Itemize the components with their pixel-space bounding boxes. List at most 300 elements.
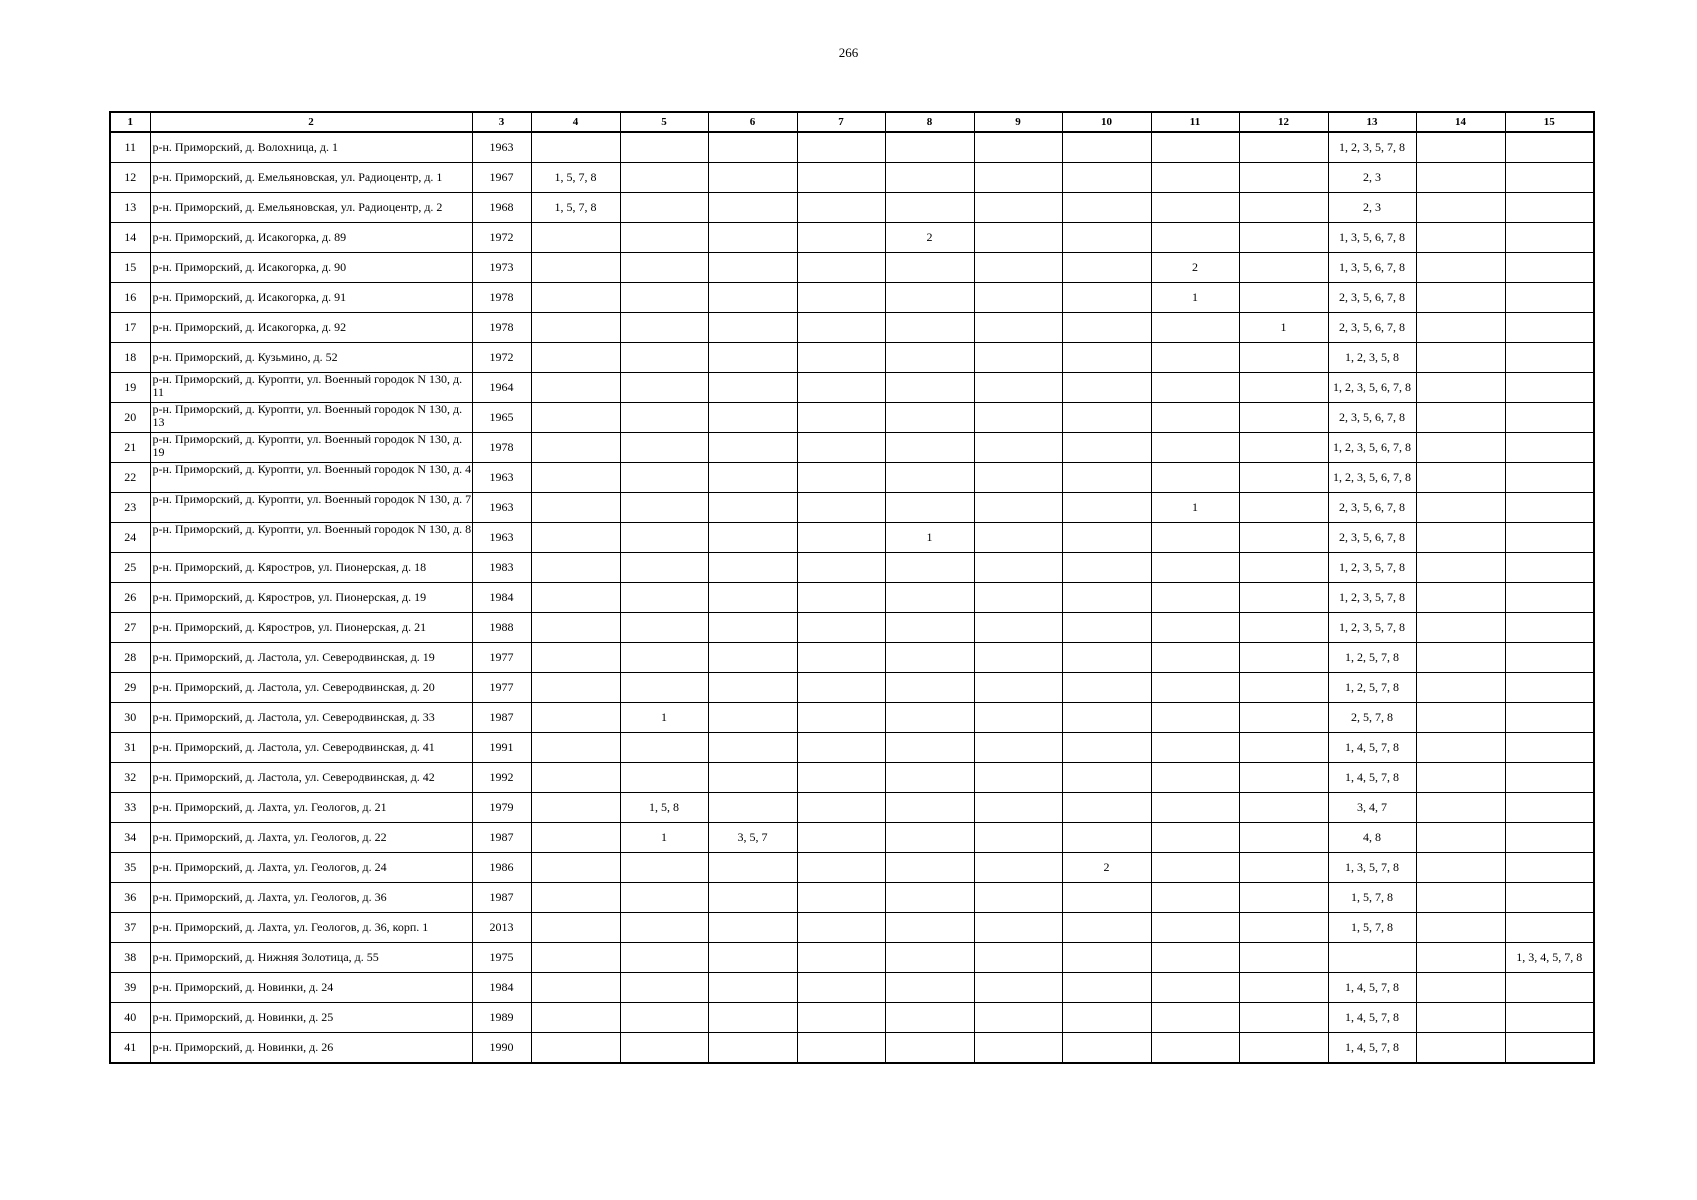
table-row <box>110 132 1594 163</box>
table-cell-col-8 <box>885 973 974 1003</box>
year-cell: 1963 <box>472 493 531 523</box>
table-cell-col-7 <box>797 283 885 313</box>
table-cell-col-9 <box>974 703 1062 733</box>
year-cell: 1964 <box>472 373 531 403</box>
table-cell-col-14 <box>1416 853 1505 883</box>
table-cell-col-4 <box>531 433 620 463</box>
address-cell: р-н. Приморский, д. Кяростров, ул. Пионерская, д. 19 <box>150 583 472 613</box>
table-cell-col-7 <box>797 253 885 283</box>
table-cell-col-9 <box>974 1003 1062 1033</box>
table-cell-col-14 <box>1416 613 1505 643</box>
table-cell-col-5 <box>620 403 708 433</box>
year-cell: 1973 <box>472 253 531 283</box>
table-cell-col-8 <box>885 1033 974 1064</box>
table-cell-col-7 <box>797 733 885 763</box>
table-cell-col-12 <box>1239 763 1328 793</box>
year-cell: 1984 <box>472 583 531 613</box>
table-cell-col-11 <box>1151 913 1239 943</box>
table-cell-col-6 <box>708 793 797 823</box>
table-cell-col-15 <box>1505 793 1594 823</box>
table-cell-col-8 <box>885 373 974 403</box>
table-cell-col-6 <box>708 1003 797 1033</box>
table-cell-col-5 <box>620 493 708 523</box>
table-cell-col-14 <box>1416 132 1505 163</box>
table-cell-col-13: 1, 5, 7, 8 <box>1328 883 1416 913</box>
table-row <box>110 973 1594 1003</box>
address-cell: р-н. Приморский, д. Новинки, д. 25 <box>150 1003 472 1033</box>
table-cell-col-9 <box>974 193 1062 223</box>
table-cell-col-15 <box>1505 583 1594 613</box>
column-header-10: 10 <box>1062 112 1151 132</box>
table-cell-col-15 <box>1505 703 1594 733</box>
year-cell: 2013 <box>472 913 531 943</box>
table-cell-col-6 <box>708 1033 797 1064</box>
table-cell-col-6 <box>708 553 797 583</box>
table-cell-col-6 <box>708 763 797 793</box>
table-row <box>110 343 1594 373</box>
table-cell-col-8 <box>885 763 974 793</box>
table-cell-col-5 <box>620 433 708 463</box>
row-number-cell: 33 <box>110 793 150 823</box>
table-cell-col-6 <box>708 733 797 763</box>
table-cell-col-13: 2, 3, 5, 6, 7, 8 <box>1328 523 1416 553</box>
table-cell-col-14 <box>1416 373 1505 403</box>
table-cell-col-5 <box>620 223 708 253</box>
table-cell-col-4 <box>531 493 620 523</box>
column-header-7: 7 <box>797 112 885 132</box>
row-number-cell: 23 <box>110 493 150 523</box>
table-cell-col-15 <box>1505 613 1594 643</box>
row-number-cell: 40 <box>110 1003 150 1033</box>
table-cell-col-6 <box>708 163 797 193</box>
table-cell-col-7 <box>797 613 885 643</box>
table-cell-col-9 <box>974 553 1062 583</box>
table-row <box>110 793 1594 823</box>
column-header-3: 3 <box>472 112 531 132</box>
table-cell-col-9 <box>974 463 1062 493</box>
row-number-cell: 19 <box>110 373 150 403</box>
table-cell-col-8 <box>885 853 974 883</box>
table-cell-col-12 <box>1239 343 1328 373</box>
table-cell-col-6 <box>708 193 797 223</box>
table-cell-col-7 <box>797 132 885 163</box>
table-cell-col-6 <box>708 853 797 883</box>
table-cell-col-15: 1, 3, 4, 5, 7, 8 <box>1505 943 1594 973</box>
table-cell-col-7 <box>797 943 885 973</box>
table-cell-col-9 <box>974 673 1062 703</box>
year-cell: 1991 <box>472 733 531 763</box>
address-cell: р-н. Приморский, д. Кяростров, ул. Пионерская, д. 18 <box>150 553 472 583</box>
table-cell-col-12 <box>1239 373 1328 403</box>
table-cell-col-9 <box>974 943 1062 973</box>
table-cell-col-15 <box>1505 1003 1594 1033</box>
table-cell-col-6 <box>708 673 797 703</box>
table-cell-col-10 <box>1062 883 1151 913</box>
table-cell-col-5: 1, 5, 8 <box>620 793 708 823</box>
year-cell: 1983 <box>472 553 531 583</box>
table-cell-col-14 <box>1416 673 1505 703</box>
table-cell-col-5 <box>620 763 708 793</box>
table-cell-col-15 <box>1505 883 1594 913</box>
table-cell-col-5 <box>620 1003 708 1033</box>
table-cell-col-12 <box>1239 973 1328 1003</box>
table-cell-col-9 <box>974 373 1062 403</box>
table-cell-col-5: 1 <box>620 823 708 853</box>
address-cell: р-н. Приморский, д. Емельяновская, ул. Радиоцентр, д. 1 <box>150 163 472 193</box>
table-cell-col-15 <box>1505 343 1594 373</box>
table-cell-col-13: 1, 2, 3, 5, 8 <box>1328 343 1416 373</box>
table-cell-col-11 <box>1151 643 1239 673</box>
year-cell: 1965 <box>472 403 531 433</box>
table-cell-col-4 <box>531 883 620 913</box>
row-number-cell: 39 <box>110 973 150 1003</box>
table-cell-col-5 <box>620 343 708 373</box>
table-cell-col-15 <box>1505 223 1594 253</box>
table-cell-col-14 <box>1416 553 1505 583</box>
table-cell-col-12 <box>1239 403 1328 433</box>
year-cell: 1987 <box>472 883 531 913</box>
table-cell-col-14 <box>1416 703 1505 733</box>
table-cell-col-10 <box>1062 553 1151 583</box>
table-cell-col-11 <box>1151 553 1239 583</box>
table-cell-col-13: 1, 2, 5, 7, 8 <box>1328 673 1416 703</box>
table-row <box>110 853 1594 883</box>
table-cell-col-11: 1 <box>1151 493 1239 523</box>
row-number-cell: 34 <box>110 823 150 853</box>
table-cell-col-8 <box>885 793 974 823</box>
table-cell-col-7 <box>797 433 885 463</box>
table-row <box>110 223 1594 253</box>
table-row <box>110 673 1594 703</box>
table-cell-col-12 <box>1239 1003 1328 1033</box>
table-row <box>110 703 1594 733</box>
table-cell-col-13: 1, 2, 3, 5, 7, 8 <box>1328 553 1416 583</box>
table-cell-col-9 <box>974 853 1062 883</box>
row-number-cell: 32 <box>110 763 150 793</box>
table-cell-col-15 <box>1505 283 1594 313</box>
table-cell-col-13: 1, 2, 3, 5, 7, 8 <box>1328 583 1416 613</box>
table-cell-col-7 <box>797 313 885 343</box>
table-cell-col-7 <box>797 1003 885 1033</box>
table-cell-col-13 <box>1328 943 1416 973</box>
table-cell-col-9 <box>974 163 1062 193</box>
column-header-12: 12 <box>1239 112 1328 132</box>
table-row <box>110 283 1594 313</box>
table-cell-col-14 <box>1416 943 1505 973</box>
table-row <box>110 943 1594 973</box>
table-cell-col-13: 2, 3, 5, 6, 7, 8 <box>1328 493 1416 523</box>
table-cell-col-10 <box>1062 163 1151 193</box>
table-cell-col-5 <box>620 883 708 913</box>
table-cell-col-15 <box>1505 313 1594 343</box>
table-cell-col-10 <box>1062 523 1151 553</box>
table-cell-col-4 <box>531 313 620 343</box>
row-number-cell: 35 <box>110 853 150 883</box>
table-cell-col-14 <box>1416 643 1505 673</box>
row-number-cell: 15 <box>110 253 150 283</box>
table-cell-col-10 <box>1062 613 1151 643</box>
table-cell-col-4 <box>531 973 620 1003</box>
table-cell-col-14 <box>1416 283 1505 313</box>
table-cell-col-14 <box>1416 913 1505 943</box>
address-cell: р-н. Приморский, д. Новинки, д. 24 <box>150 973 472 1003</box>
year-cell: 1963 <box>472 132 531 163</box>
table-cell-col-9 <box>974 313 1062 343</box>
table-cell-col-7 <box>797 373 885 403</box>
year-cell: 1978 <box>472 313 531 343</box>
address-cell: р-н. Приморский, д. Исакогорка, д. 90 <box>150 253 472 283</box>
table-cell-col-12 <box>1239 132 1328 163</box>
table-cell-col-10 <box>1062 283 1151 313</box>
table-cell-col-13: 1, 4, 5, 7, 8 <box>1328 733 1416 763</box>
table-cell-col-6 <box>708 373 797 403</box>
table-cell-col-11 <box>1151 973 1239 1003</box>
page-number: 266 <box>838 45 859 60</box>
table-cell-col-7 <box>797 643 885 673</box>
table-cell-col-13: 3, 4, 7 <box>1328 793 1416 823</box>
table-cell-col-11 <box>1151 943 1239 973</box>
table-cell-col-8 <box>885 253 974 283</box>
table-row <box>110 613 1594 643</box>
table-cell-col-8 <box>885 883 974 913</box>
table-cell-col-10 <box>1062 583 1151 613</box>
table-cell-col-7 <box>797 463 885 493</box>
table-cell-col-10 <box>1062 253 1151 283</box>
table-cell-col-13: 1, 2, 3, 5, 6, 7, 8 <box>1328 463 1416 493</box>
table-cell-col-8 <box>885 733 974 763</box>
table-cell-col-15 <box>1505 673 1594 703</box>
table-cell-col-10 <box>1062 373 1151 403</box>
address-cell: р-н. Приморский, д. Лахта, ул. Геологов, д. 36 <box>150 883 472 913</box>
table-cell-col-7 <box>797 343 885 373</box>
row-number-cell: 18 <box>110 343 150 373</box>
row-number-cell: 21 <box>110 433 150 463</box>
table-cell-col-15 <box>1505 973 1594 1003</box>
table-cell-col-11 <box>1151 583 1239 613</box>
table-cell-col-11 <box>1151 193 1239 223</box>
table-cell-col-4: 1, 5, 7, 8 <box>531 163 620 193</box>
table-cell-col-5 <box>620 523 708 553</box>
table-cell-col-7 <box>797 793 885 823</box>
table-cell-col-9 <box>974 763 1062 793</box>
table-cell-col-14 <box>1416 343 1505 373</box>
table-cell-col-9 <box>974 343 1062 373</box>
address-cell: р-н. Приморский, д. Ластола, ул. Северодвинская, д. 19 <box>150 643 472 673</box>
row-number-cell: 41 <box>110 1033 150 1064</box>
column-header-6: 6 <box>708 112 797 132</box>
table-cell-col-8 <box>885 613 974 643</box>
table-cell-col-10 <box>1062 1003 1151 1033</box>
table-cell-col-8 <box>885 943 974 973</box>
table-cell-col-14 <box>1416 523 1505 553</box>
table-cell-col-14 <box>1416 403 1505 433</box>
table-cell-col-7 <box>797 853 885 883</box>
table-cell-col-13: 2, 3, 5, 6, 7, 8 <box>1328 283 1416 313</box>
table-cell-col-8 <box>885 823 974 853</box>
table-cell-col-9 <box>974 403 1062 433</box>
table-cell-col-6 <box>708 132 797 163</box>
table-cell-col-14 <box>1416 493 1505 523</box>
table-cell-col-4 <box>531 132 620 163</box>
table-cell-col-12: 1 <box>1239 313 1328 343</box>
table-cell-col-8: 2 <box>885 223 974 253</box>
table-cell-col-7 <box>797 973 885 1003</box>
table-cell-col-13: 2, 3 <box>1328 193 1416 223</box>
table-cell-col-11 <box>1151 1033 1239 1064</box>
table-cell-col-5 <box>620 373 708 403</box>
row-number-cell: 30 <box>110 703 150 733</box>
table-cell-col-10 <box>1062 673 1151 703</box>
table-cell-col-4 <box>531 343 620 373</box>
table-cell-col-13: 4, 8 <box>1328 823 1416 853</box>
table-cell-col-7 <box>797 493 885 523</box>
table-row <box>110 493 1594 523</box>
address-cell: р-н. Приморский, д. Кузьмино, д. 52 <box>150 343 472 373</box>
row-number-cell: 28 <box>110 643 150 673</box>
table-cell-col-11 <box>1151 703 1239 733</box>
table-cell-col-10 <box>1062 343 1151 373</box>
table-cell-col-8 <box>885 463 974 493</box>
table-cell-col-12 <box>1239 163 1328 193</box>
year-cell: 1987 <box>472 703 531 733</box>
table-cell-col-9 <box>974 583 1062 613</box>
table-cell-col-11 <box>1151 433 1239 463</box>
column-header-2: 2 <box>150 112 472 132</box>
table-cell-col-13: 1, 2, 5, 7, 8 <box>1328 643 1416 673</box>
table-cell-col-6 <box>708 943 797 973</box>
table-cell-col-4 <box>531 523 620 553</box>
table-cell-col-10 <box>1062 943 1151 973</box>
table-cell-col-5 <box>620 463 708 493</box>
table-cell-col-8 <box>885 313 974 343</box>
table-cell-col-11 <box>1151 613 1239 643</box>
table-cell-col-6 <box>708 913 797 943</box>
table-cell-col-13: 1, 2, 3, 5, 6, 7, 8 <box>1328 373 1416 403</box>
table-row <box>110 883 1594 913</box>
address-cell: р-н. Приморский, д. Куропти, ул. Военный городок N 130, д. 13 <box>150 403 472 433</box>
table-cell-col-11 <box>1151 673 1239 703</box>
table-cell-col-10 <box>1062 1033 1151 1064</box>
table-cell-col-10 <box>1062 223 1151 253</box>
row-number-cell: 12 <box>110 163 150 193</box>
table-cell-col-12 <box>1239 223 1328 253</box>
table-cell-col-5: 1 <box>620 703 708 733</box>
table-cell-col-11 <box>1151 373 1239 403</box>
table-cell-col-12 <box>1239 193 1328 223</box>
table-cell-col-12 <box>1239 793 1328 823</box>
table-cell-col-13: 1, 4, 5, 7, 8 <box>1328 1003 1416 1033</box>
year-cell: 1963 <box>472 463 531 493</box>
table-cell-col-5 <box>620 553 708 583</box>
table-cell-col-11 <box>1151 853 1239 883</box>
row-number-cell: 13 <box>110 193 150 223</box>
table-cell-col-12 <box>1239 523 1328 553</box>
table-cell-col-14 <box>1416 193 1505 223</box>
table-cell-col-8 <box>885 913 974 943</box>
address-cell: р-н. Приморский, д. Емельяновская, ул. Радиоцентр, д. 2 <box>150 193 472 223</box>
table-cell-col-11 <box>1151 883 1239 913</box>
table-cell-col-6 <box>708 613 797 643</box>
column-header-1: 1 <box>110 112 150 132</box>
table-cell-col-12 <box>1239 733 1328 763</box>
address-cell: р-н. Приморский, д. Куропти, ул. Военный городок N 130, д. 7 <box>150 493 472 523</box>
table-cell-col-7 <box>797 523 885 553</box>
table-row <box>110 433 1594 463</box>
year-cell: 1989 <box>472 1003 531 1033</box>
table-cell-col-6: 3, 5, 7 <box>708 823 797 853</box>
table-row <box>110 643 1594 673</box>
table-cell-col-4 <box>531 403 620 433</box>
table-cell-col-5 <box>620 283 708 313</box>
year-cell: 1972 <box>472 223 531 253</box>
table-row <box>110 1033 1594 1064</box>
address-cell: р-н. Приморский, д. Лахта, ул. Геологов, д. 36, корп. 1 <box>150 913 472 943</box>
table-cell-col-12 <box>1239 913 1328 943</box>
table-cell-col-15 <box>1505 132 1594 163</box>
table-cell-col-6 <box>708 703 797 733</box>
table-cell-col-6 <box>708 403 797 433</box>
table-cell-col-14 <box>1416 253 1505 283</box>
table-cell-col-10 <box>1062 793 1151 823</box>
table-cell-col-10 <box>1062 313 1151 343</box>
table-cell-col-9 <box>974 493 1062 523</box>
table-cell-col-12 <box>1239 553 1328 583</box>
table-cell-col-14 <box>1416 1033 1505 1064</box>
table-cell-col-8 <box>885 1003 974 1033</box>
table-cell-col-13: 1, 4, 5, 7, 8 <box>1328 973 1416 1003</box>
table-cell-col-6 <box>708 523 797 553</box>
table-cell-col-9 <box>974 1033 1062 1064</box>
table-cell-col-15 <box>1505 733 1594 763</box>
table-cell-col-12 <box>1239 703 1328 733</box>
table-cell-col-9 <box>974 223 1062 253</box>
address-cell: р-н. Приморский, д. Ластола, ул. Северодвинская, д. 33 <box>150 703 472 733</box>
row-number-cell: 27 <box>110 613 150 643</box>
table-cell-col-13: 1, 5, 7, 8 <box>1328 913 1416 943</box>
table-cell-col-11 <box>1151 823 1239 853</box>
table-cell-col-13: 2, 3 <box>1328 163 1416 193</box>
table-cell-col-5 <box>620 1033 708 1064</box>
table-cell-col-4: 1, 5, 7, 8 <box>531 193 620 223</box>
column-header-13: 13 <box>1328 112 1416 132</box>
table-cell-col-8 <box>885 493 974 523</box>
table-cell-col-10 <box>1062 973 1151 1003</box>
address-cell: р-н. Приморский, д. Исакогорка, д. 89 <box>150 223 472 253</box>
row-number-cell: 29 <box>110 673 150 703</box>
table-cell-col-6 <box>708 583 797 613</box>
table-cell-col-11 <box>1151 403 1239 433</box>
table-body <box>110 132 1594 1063</box>
table-cell-col-14 <box>1416 463 1505 493</box>
table-cell-col-15 <box>1505 823 1594 853</box>
table-cell-col-8 <box>885 343 974 373</box>
table-cell-col-14 <box>1416 433 1505 463</box>
table-cell-col-10 <box>1062 913 1151 943</box>
table-cell-col-11 <box>1151 523 1239 553</box>
table-cell-col-4 <box>531 373 620 403</box>
table-cell-col-4 <box>531 643 620 673</box>
table-cell-col-14 <box>1416 313 1505 343</box>
table-cell-col-15 <box>1505 253 1594 283</box>
table-cell-col-10 <box>1062 433 1151 463</box>
table-row <box>110 913 1594 943</box>
table-cell-col-12 <box>1239 463 1328 493</box>
table-cell-col-10 <box>1062 643 1151 673</box>
table-cell-col-14 <box>1416 823 1505 853</box>
table-cell-col-15 <box>1505 193 1594 223</box>
table-row <box>110 733 1594 763</box>
table-cell-col-11 <box>1151 733 1239 763</box>
